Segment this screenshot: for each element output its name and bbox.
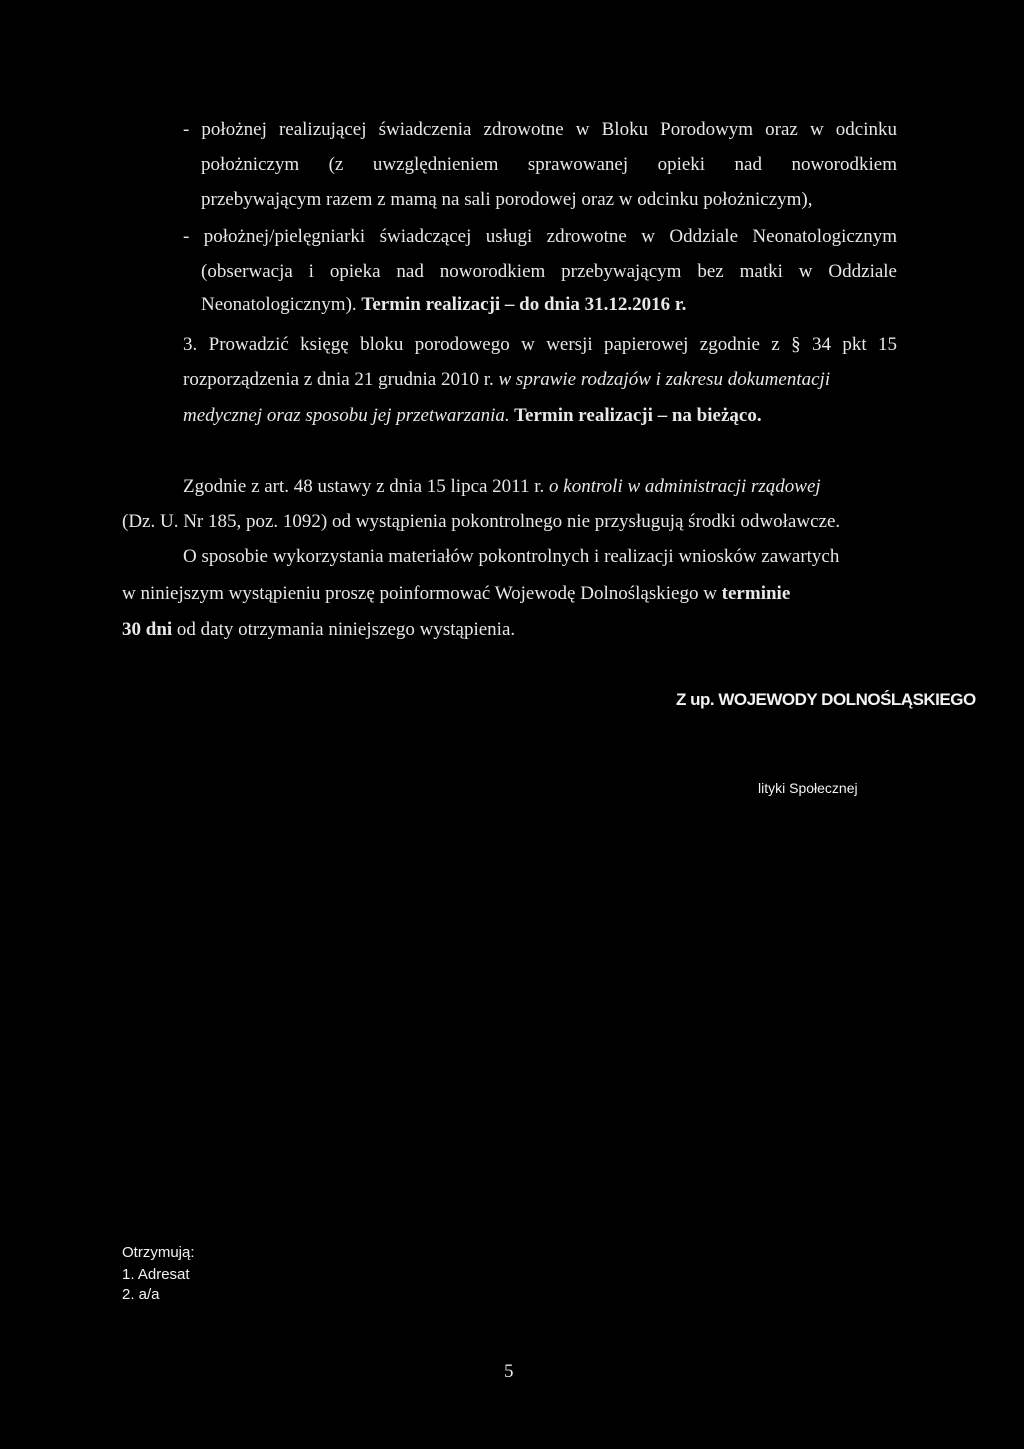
paragraph-line	[201, 293, 686, 317]
line-text: od daty otrzymania niniejszego wystąpienia.	[172, 619, 516, 640]
paragraph-line: - położnej/pielęgniarki świadczącej usługi zdrowotne w Oddziale Neonatologicznym	[183, 226, 897, 247]
paragraph-line: (Dz. U. Nr 185, poz. 1092) od wystąpienia pokontrolnego nie przysługują środki odwoławcze.	[122, 511, 841, 532]
paragraph-line: (obserwacja i opieka nad noworodkiem przebywającym bez matki w Oddziale	[201, 261, 897, 282]
line-text: Neonatologicznym).	[201, 294, 362, 315]
deadline-text: Termin realizacji – do dnia 31.12.2016 r.	[361, 294, 687, 315]
act-title: o kontroli w administracji rządowej	[549, 476, 821, 497]
line-text: rozporządzenia z dnia 21 grudnia 2010 r.	[183, 369, 499, 390]
paragraph-line: przebywającym razem z mamą na sali porodowej oraz w odcinku położniczym),	[201, 189, 813, 210]
recipients-heading: Otrzymują:	[122, 1244, 195, 1261]
paragraph-line: - położnej realizującej świadczenia zdrowotne w Bloku Porodowym oraz w odcinku	[183, 119, 897, 140]
deadline-text: Termin realizacji – na bieżąco.	[509, 405, 762, 426]
deadline-text: 30 dni	[122, 619, 173, 640]
signature-stamp-title: Z up. WOJEWODY DOLNOŚLĄSKIEGO	[676, 690, 976, 709]
paragraph-line: położniczym (z uwzględnieniem sprawowanej opieki nad noworodkiem	[201, 154, 897, 175]
paragraph-line	[183, 475, 821, 499]
paragraph-line: O sposobie wykorzystania materiałów pokontrolnych i realizacji wniosków zawartych	[183, 546, 840, 567]
deadline-text: terminie	[721, 583, 791, 604]
recipient-item: 1. Adresat	[122, 1266, 190, 1283]
regulation-title: medycznej oraz sposobu jej przetwarzania.	[183, 405, 510, 426]
paragraph-line	[183, 368, 830, 392]
recipient-item: 2. a/a	[122, 1286, 160, 1303]
line-text: Zgodnie z art. 48 ustawy z dnia 15 lipca 2011 r.	[183, 476, 550, 497]
page-number: 5	[504, 1361, 514, 1382]
paragraph-line	[122, 582, 790, 606]
paragraph-line	[183, 404, 762, 428]
line-text: w niniejszym wystąpieniu proszę poinformować Wojewodę Dolnośląskiego w	[122, 583, 722, 604]
paragraph-line: 3. Prowadzić księgę bloku porodowego w wersji papierowej zgodnie z § 34 pkt 15	[183, 334, 897, 355]
regulation-title: w sprawie rodzajów i zakresu dokumentacji	[498, 369, 831, 390]
signature-stamp-subtitle: lityki Społecznej	[758, 780, 858, 796]
paragraph-line	[122, 618, 515, 642]
